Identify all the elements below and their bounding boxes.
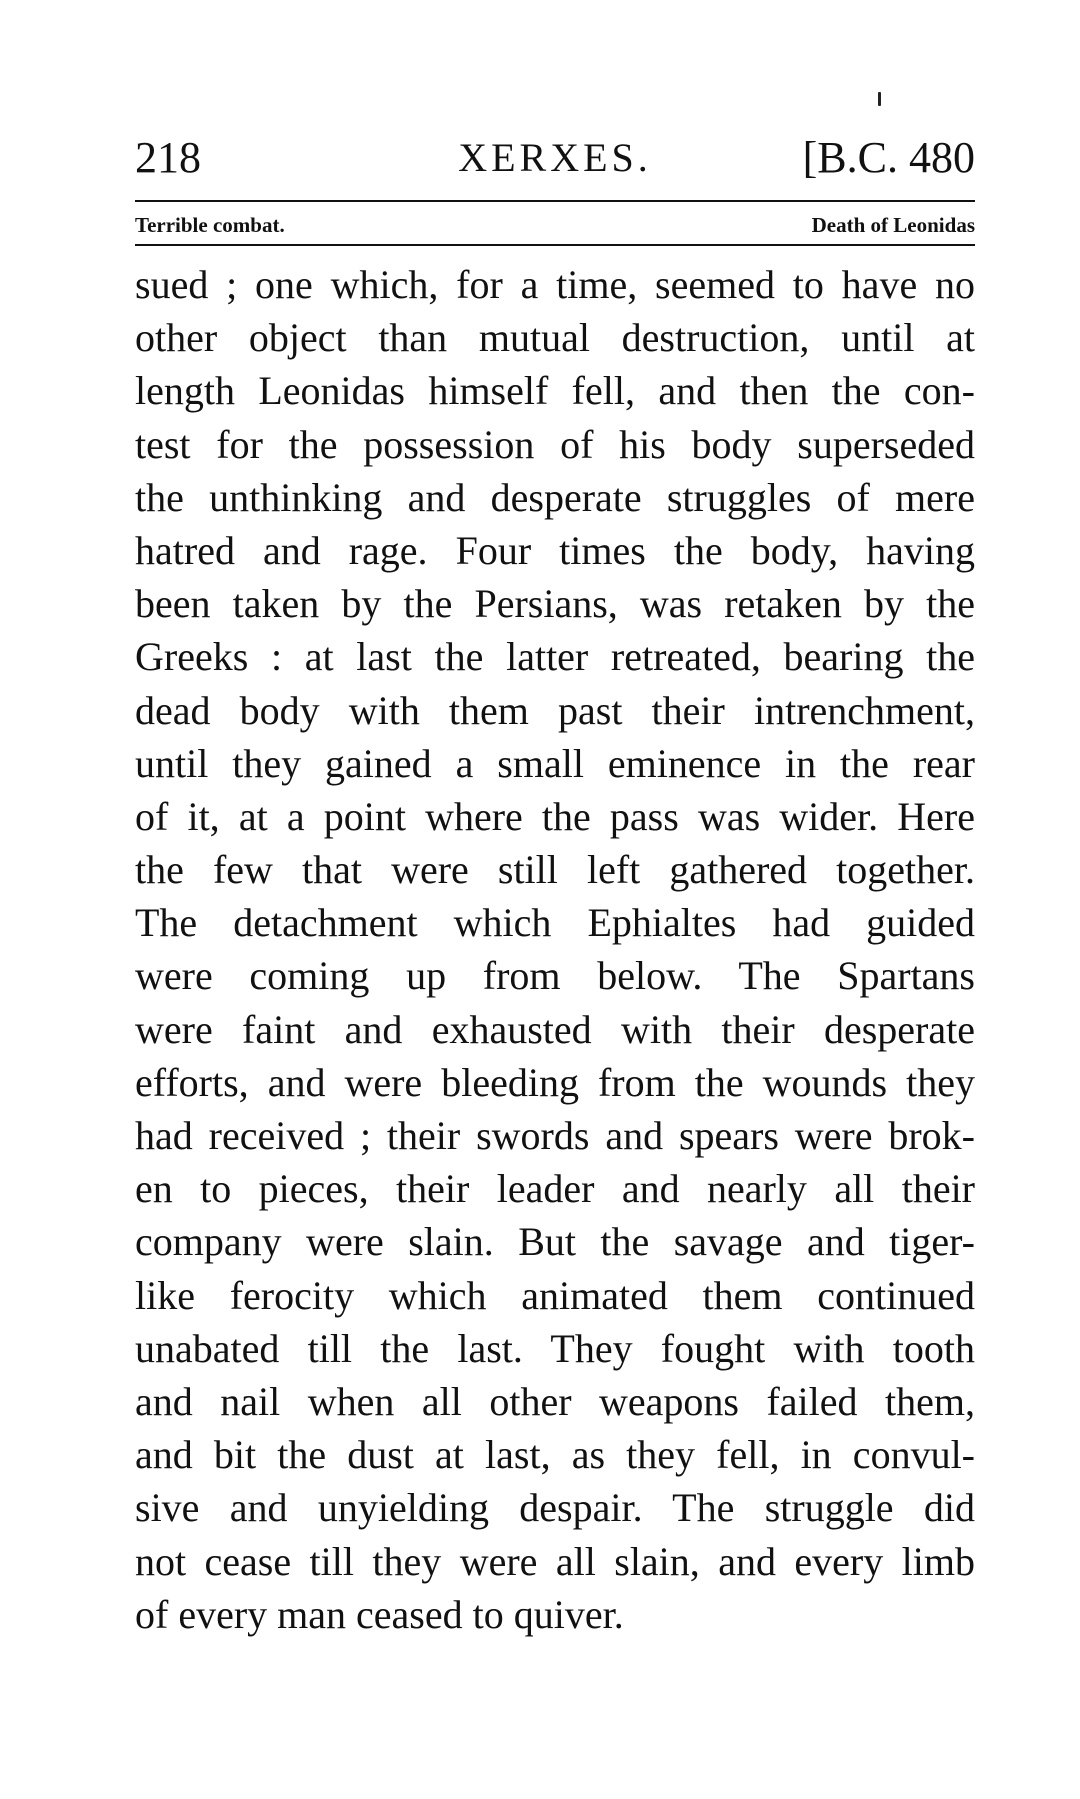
side-headings [135,210,975,240]
text-line: been taken by the Persians, was retaken by the [135,581,975,627]
text-line: not cease till they were all slain, and every limb [135,1538,975,1584]
text-line: the few that were still left gathered together. [135,847,975,893]
body-text [135,258,975,1641]
text-line: sued ; one which, for a time, seemed to have no [135,262,975,307]
text-line: like ferocity which animated them continued [135,1272,975,1318]
page-number: 218 [135,133,201,182]
header-rule-bottom [135,244,975,246]
text-line: en to pieces, their leader and nearly all their [135,1166,975,1212]
text-line: hatred and rage. Four times the body, having [135,527,975,573]
text-line: were coming up from below. The Spartans [135,953,975,999]
text-line: and nail when all other weapons failed them, [135,1378,975,1424]
text-line: the unthinking and desperate struggles of mere [135,474,975,520]
text-line: sive and unyielding despair. The struggle did [135,1485,975,1531]
text-line: length Leonidas himself fell, and then the con- [135,368,975,414]
text-line: test for the possession of his body superseded [135,421,975,467]
text-line: efforts, and were bleeding from the wounds they [135,1059,975,1105]
text-line: unabated till the last. They fought with tooth [135,1325,975,1371]
text-line: Greeks : at last the latter retreated, bearing the [135,634,975,680]
text-line: company were slain. But the savage and tiger- [135,1219,975,1265]
header-rule-top [135,200,975,202]
chapter-title: XERXES. [458,135,652,180]
side-heading-left: Terrible combat. [135,213,285,237]
text-line: other object than mutual destruction, until at [135,315,975,361]
text-line: and bit the dust at last, as they fell, in convul- [135,1432,975,1478]
text-line: had received ; their swords and spears were brok- [135,1113,975,1158]
date-marker: [B.C. 480 [802,133,975,182]
text-line: until they gained a small eminence in the rear [135,740,975,786]
stray-ink-mark [878,92,881,106]
side-heading-right: Death of Leonidas [811,213,975,237]
text-line-last: of every man ceased to quiver. [135,1591,624,1637]
text-line: The detachment which Ephialtes had guided [135,900,975,946]
running-head [135,128,975,188]
text-line: of it, at a point where the pass was wider. Here [135,793,975,839]
text-line: were faint and exhausted with their desperate [135,1006,975,1052]
text-line: dead body with them past their intrenchment, [135,687,975,733]
